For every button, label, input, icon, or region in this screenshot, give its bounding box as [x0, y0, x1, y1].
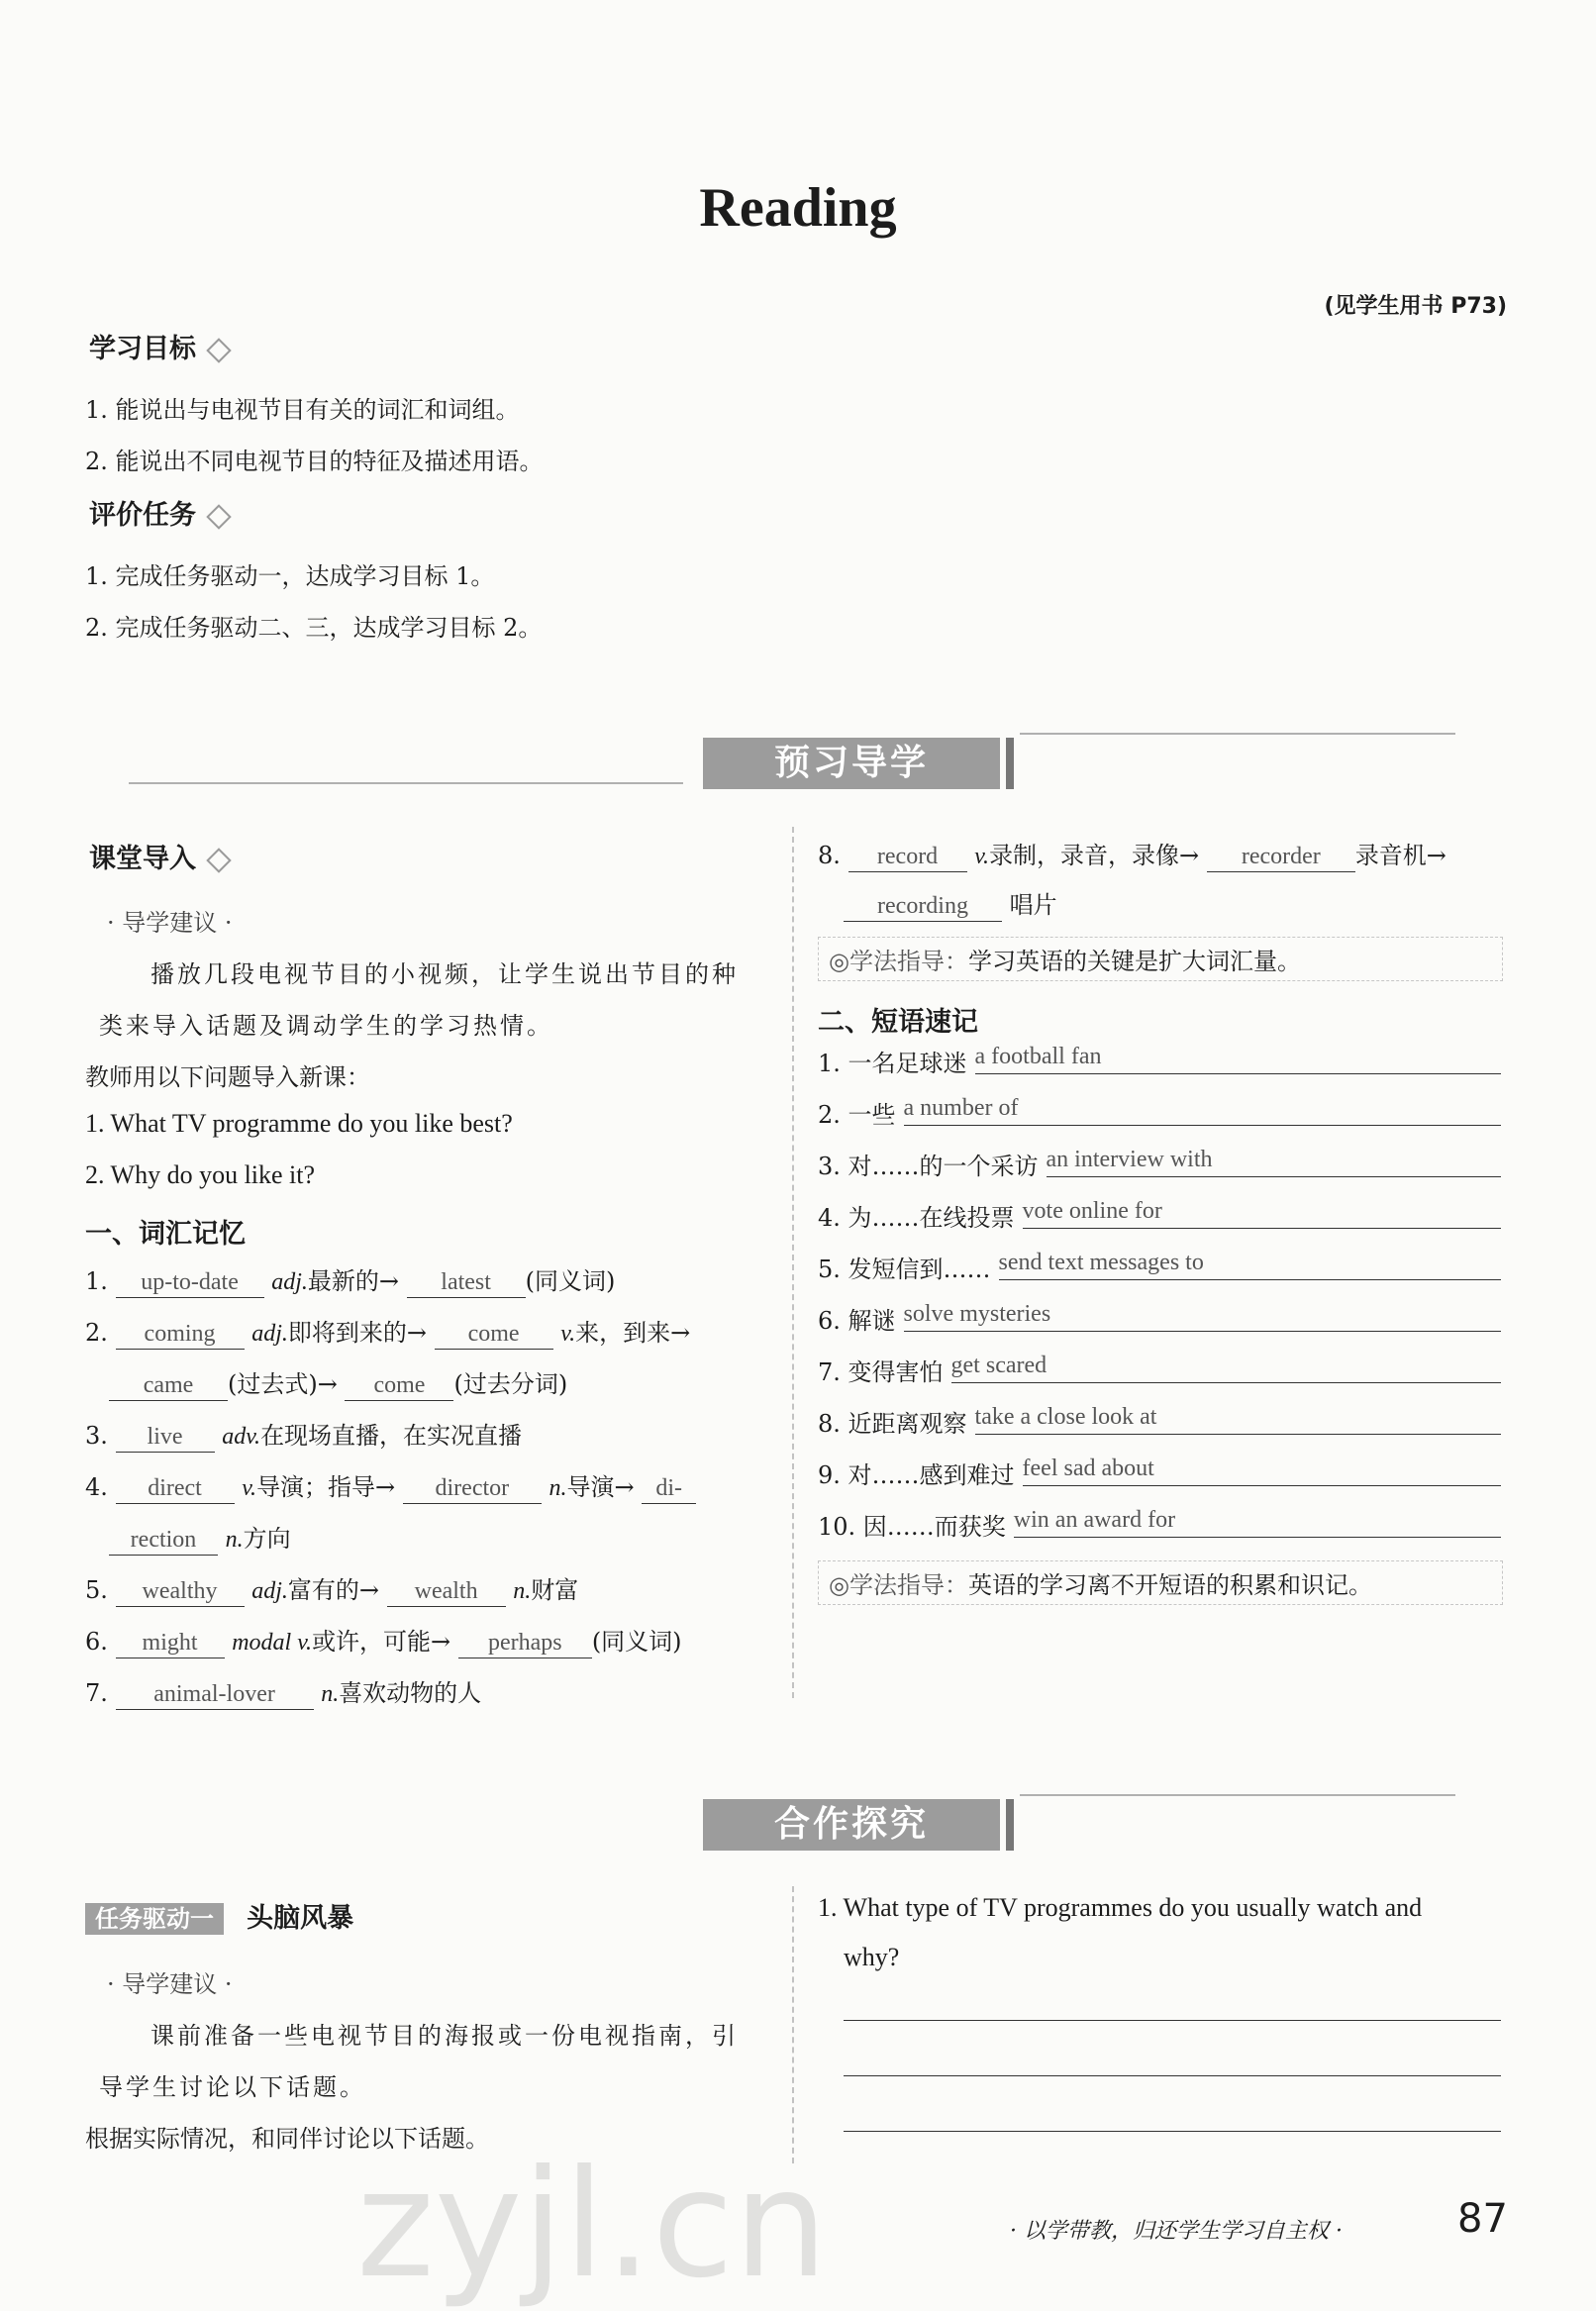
vocab-item-8-cont: recording 唱片	[844, 885, 1057, 922]
phrase-row: 7. 变得害怕 get scared	[818, 1353, 1501, 1404]
vocab-item-2: 2. coming adj.即将到来的→ come v.来，到来→	[85, 1313, 690, 1350]
answer-blank: direct	[116, 1473, 235, 1504]
answer-blank: perhaps	[458, 1628, 592, 1658]
answer-blank: recording	[844, 891, 1002, 922]
guide-text-line-2: 导学生讨论以下话题。	[99, 2073, 366, 2101]
guide-label: · 导学建议 ·	[107, 909, 233, 937]
phrase-row: 6. 解谜 solve mysteries	[818, 1301, 1501, 1353]
vocab-item-7: 7. animal-lover n.喜欢动物的人	[85, 1673, 481, 1710]
page-title: Reading	[699, 177, 897, 239]
answer-blank: come	[345, 1370, 453, 1401]
objective-item-2: 2. 能说出不同电视节目的特征及描述用语。	[85, 448, 544, 475]
section-banner-preview: 预习导学	[703, 738, 1000, 789]
phrase-row: 4. 为……在线投票 vote online for	[818, 1198, 1501, 1250]
answer-blank: a number of	[904, 1095, 1501, 1126]
task-header	[85, 1896, 353, 1935]
vocab-item-6: 6. might modal v.或许，可能→ perhaps (同义词)	[85, 1622, 682, 1658]
answer-blank: up-to-date	[116, 1267, 264, 1298]
answer-blank: live	[116, 1422, 215, 1453]
phrase-heading: 二、短语速记	[818, 1007, 978, 1038]
discussion-question-1-cont: why?	[844, 1943, 900, 1971]
banner-bar	[1006, 1799, 1014, 1851]
vocab-item-2-cont: came (过去式)→ come (过去分词)	[109, 1364, 567, 1401]
task-badge: 任务驱动一	[85, 1903, 224, 1935]
phrase-row: 2. 一些 a number of	[818, 1095, 1501, 1147]
section-divider-line	[1020, 1794, 1455, 1796]
answer-blank: record	[848, 842, 967, 872]
vocab-item-5: 5. wealthy adj.富有的→ wealth n.财富	[85, 1570, 578, 1607]
evaluation-item-1: 1. 完成任务驱动一，达成学习目标 1。	[85, 562, 495, 590]
phrase-row: 9. 对……感到难过 feel sad about	[818, 1456, 1501, 1507]
vocab-item-8: 8. record v.录制，录音，录像→ recorder 录音机→	[818, 836, 1446, 872]
section-banner-cooperate: 合作探究	[703, 1799, 1000, 1851]
answer-blank: an interview with	[1047, 1147, 1501, 1177]
page-number: 87	[1457, 2196, 1508, 2242]
section-divider-line	[129, 782, 683, 784]
answer-blank: came	[109, 1370, 228, 1401]
answer-blank: latest	[407, 1267, 526, 1298]
answer-blank: coming	[116, 1319, 245, 1350]
vocab-item-1: 1. up-to-date adj.最新的→ latest (同义词)	[85, 1261, 615, 1298]
answer-blank: might	[116, 1628, 225, 1658]
answer-blank: take a close look at	[975, 1404, 1501, 1435]
vocab-heading: 一、词汇记忆	[85, 1219, 246, 1250]
answer-blank: vote online for	[1023, 1198, 1501, 1229]
teacher-line: 教师用以下问题导入新课：	[85, 1063, 370, 1091]
phrase-row: 5. 发短信到…… send text messages to	[818, 1250, 1501, 1301]
study-tip-2: ◎学法指导：英语的学习离不开短语的积累和识记。	[818, 1560, 1503, 1605]
answer-blank: send text messages to	[999, 1250, 1501, 1280]
vocab-item-3: 3. live adv.在现场直播，在实况直播	[85, 1416, 522, 1453]
guide-text-line-2: 类来导入话题及调动学生的学习热情。	[99, 1012, 553, 1040]
diamond-icon	[206, 504, 231, 529]
vocab-item-4-cont: rection n.方向	[109, 1519, 291, 1556]
vocab-item-4: 4. direct v.导演；指导→ director n.导演→ di-	[85, 1467, 696, 1504]
task-title: 头脑风暴	[247, 1903, 354, 1934]
answer-blank: a football fan	[975, 1044, 1501, 1074]
diamond-icon	[206, 338, 231, 362]
answer-blank: rection	[109, 1525, 218, 1556]
banner-bar	[1006, 738, 1014, 789]
answer-blank: wealthy	[116, 1576, 245, 1607]
answer-blank: get scared	[951, 1353, 1501, 1383]
footer-slogan: · 以学带教，归还学生学习自主权 ·	[1010, 2219, 1343, 2244]
discussion-question-1: 1. What type of TV programmes do you usually watch and	[818, 1893, 1423, 1922]
evaluation-heading: 评价任务	[89, 493, 228, 532]
guide-text-line-1: 课前准备一些电视节目的海报或一份电视指南，引	[150, 2022, 739, 2050]
answer-blank: feel sad about	[1023, 1456, 1501, 1486]
answer-line	[844, 2020, 1501, 2021]
guide-text-line-1: 播放几段电视节目的小视频，让学生说出节目的种	[150, 960, 739, 988]
answer-blank: director	[403, 1473, 542, 1504]
objective-item-1: 1. 能说出与电视节目有关的词汇和词组。	[85, 396, 520, 424]
intro-heading: 课堂导入	[89, 837, 228, 875]
answer-blank: solve mysteries	[904, 1301, 1501, 1332]
phrase-row: 10. 因……而获奖 win an award for	[818, 1507, 1501, 1558]
intro-question-1: 1. What TV programme do you like best?	[85, 1109, 513, 1138]
diamond-icon	[206, 848, 231, 872]
objectives-heading: 学习目标	[89, 327, 228, 365]
section-divider-line	[1020, 733, 1455, 735]
discuss-line: 根据实际情况，和同伴讨论以下话题。	[85, 2125, 489, 2153]
column-divider	[792, 827, 794, 1698]
phrase-list	[818, 1044, 1501, 1558]
answer-line	[844, 2131, 1501, 2132]
evaluation-item-2: 2. 完成任务驱动二、三，达成学习目标 2。	[85, 614, 543, 642]
column-divider	[792, 1886, 794, 2163]
answer-blank: recorder	[1207, 842, 1355, 872]
answer-blank: di-	[642, 1473, 696, 1504]
answer-blank: wealth	[387, 1576, 506, 1607]
answer-blank: win an award for	[1014, 1507, 1501, 1538]
answer-line	[844, 2075, 1501, 2076]
student-book-reference: (见学生用书 P73)	[1324, 294, 1507, 319]
answer-blank: animal-lover	[116, 1679, 314, 1710]
guide-label: · 导学建议 ·	[107, 1970, 233, 1998]
phrase-row: 1. 一名足球迷 a football fan	[818, 1044, 1501, 1095]
watermark: zyjl.cn	[356, 2139, 829, 2311]
phrase-row: 3. 对……的一个采访 an interview with	[818, 1147, 1501, 1198]
answer-blank: come	[435, 1319, 553, 1350]
study-tip-1: ◎学法指导：学习英语的关键是扩大词汇量。	[818, 937, 1503, 981]
phrase-row: 8. 近距离观察 take a close look at	[818, 1404, 1501, 1456]
intro-question-2: 2. Why do you like it?	[85, 1160, 316, 1189]
